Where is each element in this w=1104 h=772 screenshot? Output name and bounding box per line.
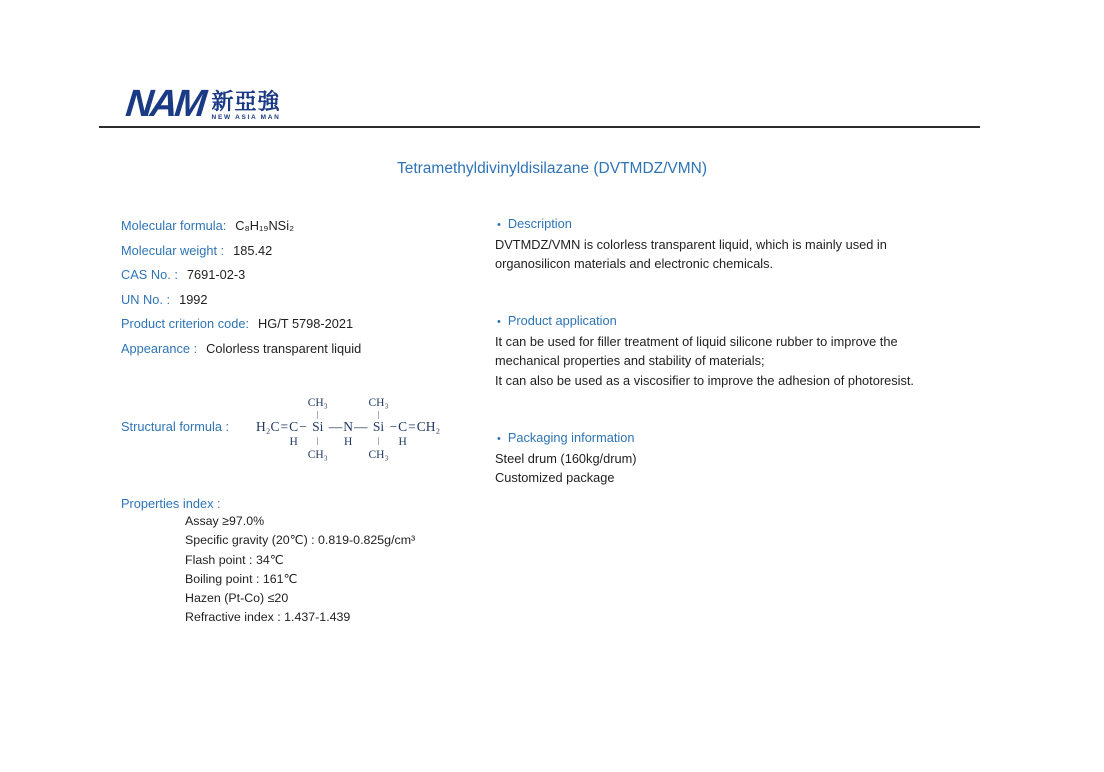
field-label: Appearance :: [121, 340, 198, 356]
section-product-application: [495, 311, 983, 390]
section-heading-text: Product application: [507, 313, 617, 328]
sf-atom-column: N H: [343, 419, 353, 448]
section-heading-text: Description: [507, 216, 572, 231]
sf-atom-column: CH₂: [416, 419, 441, 434]
sf-bond-column: −: [389, 419, 398, 434]
field-value: 1992: [179, 291, 208, 307]
section-heading-text: Packaging information: [507, 430, 635, 445]
field-molecular-formula: [121, 214, 361, 239]
product-fields: [121, 214, 361, 362]
section-packaging-information: [495, 428, 983, 488]
properties-index-list: [185, 512, 415, 628]
field-product-criterion-code: [121, 312, 361, 337]
section-heading: [495, 214, 983, 235]
section-heading: [495, 311, 983, 332]
section-text-line: Customized package: [495, 470, 615, 486]
section-text-line: DVTMDZ/VMN is colorless transparent liquid, which is mainly used in: [495, 237, 887, 252]
field-label: CAS No. :: [121, 267, 178, 283]
bullet-icon: •: [497, 316, 501, 328]
sf-atom-column: H₂C: [256, 419, 280, 434]
field-value: C₈H₁₉NSi₂: [235, 218, 295, 233]
property-item: Boiling point : 161℃: [185, 571, 298, 586]
sf-bond-column: =: [408, 419, 416, 434]
page-title: Tetramethyldivinyldisilazane (DVTMDZ/VMN): [396, 160, 708, 177]
structural-formula-diagram: [256, 396, 440, 462]
sf-atom-column: C H: [398, 419, 408, 448]
sf-bond-column: −: [299, 419, 307, 434]
section-text-line: organosilicon materials and electronic chemicals.: [495, 256, 774, 272]
property-item: Assay ≥97.0%: [185, 514, 265, 528]
field-molecular-weight: [121, 239, 361, 264]
section-heading: [495, 428, 983, 449]
section-text-line: mechanical properties and stability of materials;: [495, 353, 765, 369]
company-logo: [123, 83, 281, 125]
field-un-no: [121, 288, 361, 313]
sf-bond-column: —: [353, 419, 368, 434]
section-text-line: It can also be used as a viscosifier to improve the adhesion of photoresist.: [495, 372, 914, 388]
field-label: UN No. :: [121, 291, 171, 307]
header-divider: [99, 126, 980, 128]
sf-atom-column: C H: [289, 419, 299, 448]
sf-atom-column: CH₃ | Si | CH₃: [307, 397, 328, 461]
property-item: Refractive index : 1.437-1.439: [185, 610, 351, 625]
section-text-line: It can be used for filler treatment of liquid silicone rubber to improve the: [495, 334, 898, 349]
property-item: Specific gravity (20℃) : 0.819-0.825g/cm³: [185, 533, 416, 548]
sf-bond-column: =: [280, 419, 289, 434]
logo-text-block: [212, 90, 281, 122]
section-text-line: Steel drum (160kg/drum): [495, 451, 637, 466]
logo-abbr: NAM: [123, 83, 206, 125]
field-value: 7691-02-3: [186, 267, 246, 283]
field-label: Molecular weight :: [121, 242, 225, 258]
sf-bond-column: —: [328, 419, 343, 434]
properties-index-label: Properties index :: [121, 496, 221, 511]
field-cas-no: [121, 263, 361, 288]
property-item: Hazen (Pt-Co) ≤20: [185, 591, 289, 606]
field-label: Molecular formula:: [121, 218, 227, 233]
logo-chinese-name: 新亞強: [211, 89, 281, 114]
sf-atom-column: CH₃ | Si | CH₃: [368, 397, 389, 461]
bullet-icon: •: [497, 433, 501, 445]
property-item: Flash point : 34℃: [185, 552, 284, 567]
field-value: HG/T 5798-2021: [258, 316, 354, 332]
field-label: Product criterion code:: [121, 316, 250, 332]
structural-formula-label: Structural formula :: [121, 419, 230, 434]
field-value: Colorless transparent liquid: [206, 340, 362, 356]
section-description: [495, 214, 983, 274]
bullet-icon: •: [497, 219, 501, 231]
field-appearance: [121, 337, 361, 362]
logo-english-name: NEW ASIA MAN: [211, 114, 281, 121]
field-value: 185.42: [233, 242, 273, 258]
